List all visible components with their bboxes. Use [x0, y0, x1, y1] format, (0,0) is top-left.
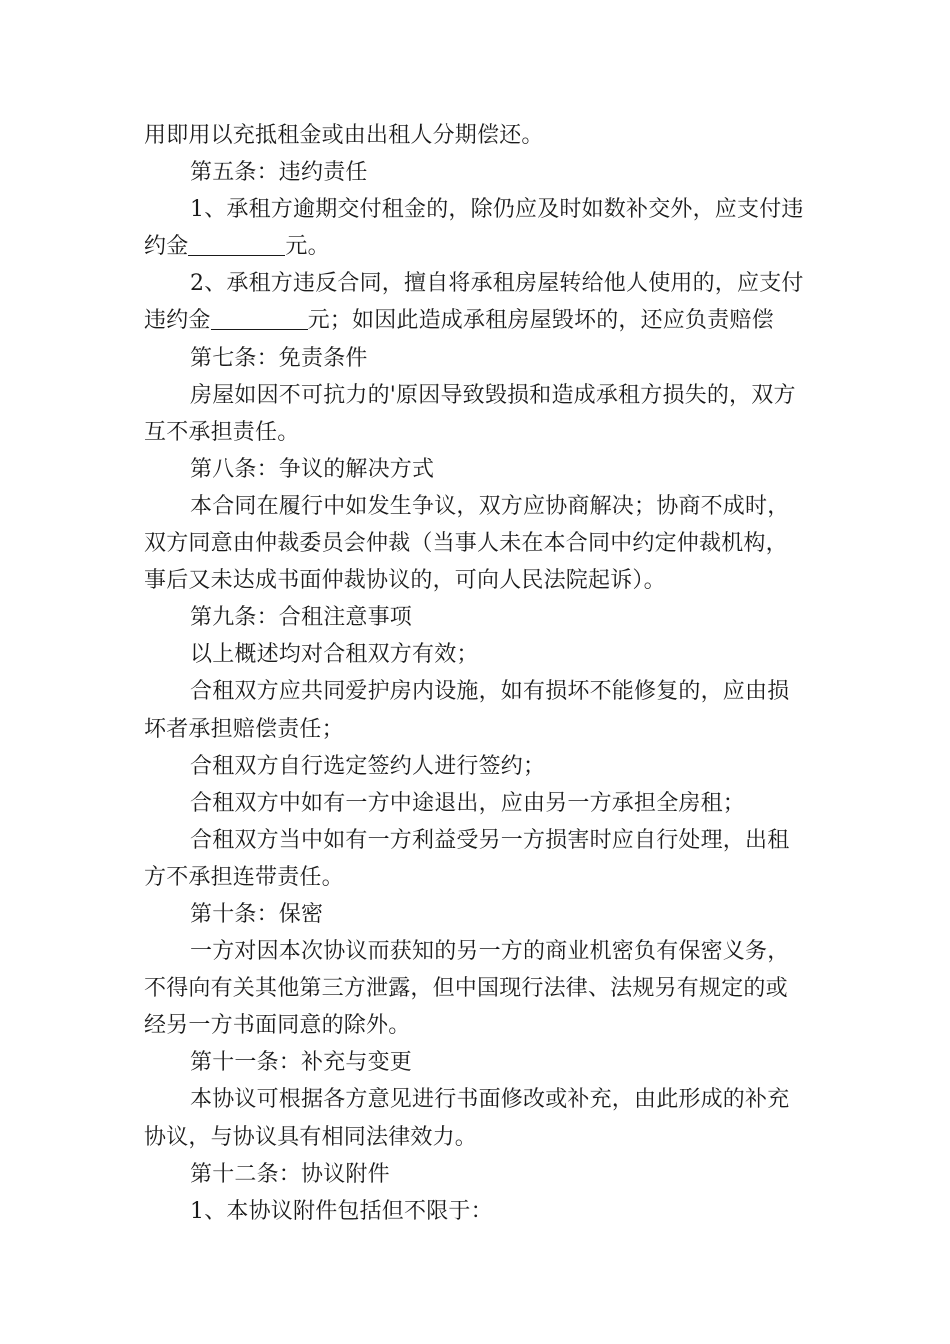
text-fragment: 约金	[144, 234, 189, 260]
text-line-with-blank	[144, 228, 809, 265]
text-line: 不得向有关其他第三方泄露，但中国现行法律、法规另有规定的或	[144, 976, 788, 1002]
text-line: 协议，与协议具有相同法律效力。	[144, 1124, 478, 1150]
text-line: 合租双方自行选定签约人进行签约；	[190, 753, 546, 779]
text-line: 1、承租方逾期交付租金的，除仍应及时如数补交外，应支付违	[190, 197, 804, 223]
text-line: 合租双方应共同爱护房内设施，如有损坏不能修复的，应由损	[190, 679, 790, 705]
section-heading: 第七条：免责条件	[190, 345, 368, 371]
text-line: 本协议可根据各方意见进行书面修改或补充，由此形成的补充	[190, 1087, 790, 1113]
text-fragment: 违约金	[144, 308, 211, 334]
text-line: 合租双方当中如有一方利益受另一方损害时应自行处理，出租	[190, 827, 790, 853]
section-heading: 第八条：争议的解决方式	[190, 456, 435, 482]
text-fragment: 元。	[285, 234, 330, 260]
text-fragment: 元；如因此造成承租房屋毁坏的，还应负责赔偿	[307, 308, 774, 334]
text-line: 一方对因本次协议而获知的另一方的商业机密负有保密义务，	[190, 939, 790, 965]
fill-in-blank	[188, 233, 285, 256]
text-line: 事后又未达成书面仲裁协议的，可向人民法院起诉）。	[144, 568, 666, 594]
text-line: 以上概述均对合租双方有效；	[190, 642, 479, 668]
section-heading: 第九条：合租注意事项	[190, 605, 413, 631]
document-body	[144, 117, 809, 1230]
text-line: 房屋如因不可抗力的'原因导致毁损和造成承租方损失的，双方	[190, 382, 796, 408]
section-heading: 第十条：保密	[190, 901, 324, 927]
text-line: 经另一方书面同意的除外。	[144, 1013, 411, 1039]
text-line: 用即用以充抵租金或由出租人分期偿还。	[144, 123, 544, 148]
text-line: 合租双方中如有一方中途退出，应由另一方承担全房租；	[190, 790, 746, 816]
text-line: 1、本协议附件包括但不限于：	[190, 1198, 493, 1224]
text-line: 互不承担责任。	[144, 419, 300, 445]
section-heading: 第五条：违约责任	[190, 160, 368, 186]
section-heading: 第十二条：协议附件	[190, 1161, 390, 1187]
text-line: 本合同在履行中如发生争议，双方应协商解决；协商不成时，	[190, 493, 790, 519]
text-line: 方不承担连带责任。	[144, 864, 344, 890]
fill-in-blank	[211, 307, 308, 330]
text-line-with-blank	[144, 302, 809, 339]
text-line: 2、承租方违反合同，擅自将承租房屋转给他人使用的，应支付	[190, 271, 804, 297]
text-line: 坏者承担赔偿责任；	[144, 716, 344, 742]
text-line: 双方同意由仲裁委员会仲裁（当事人未在本合同中约定仲裁机构，	[144, 531, 788, 557]
section-heading: 第十一条：补充与变更	[190, 1050, 413, 1076]
